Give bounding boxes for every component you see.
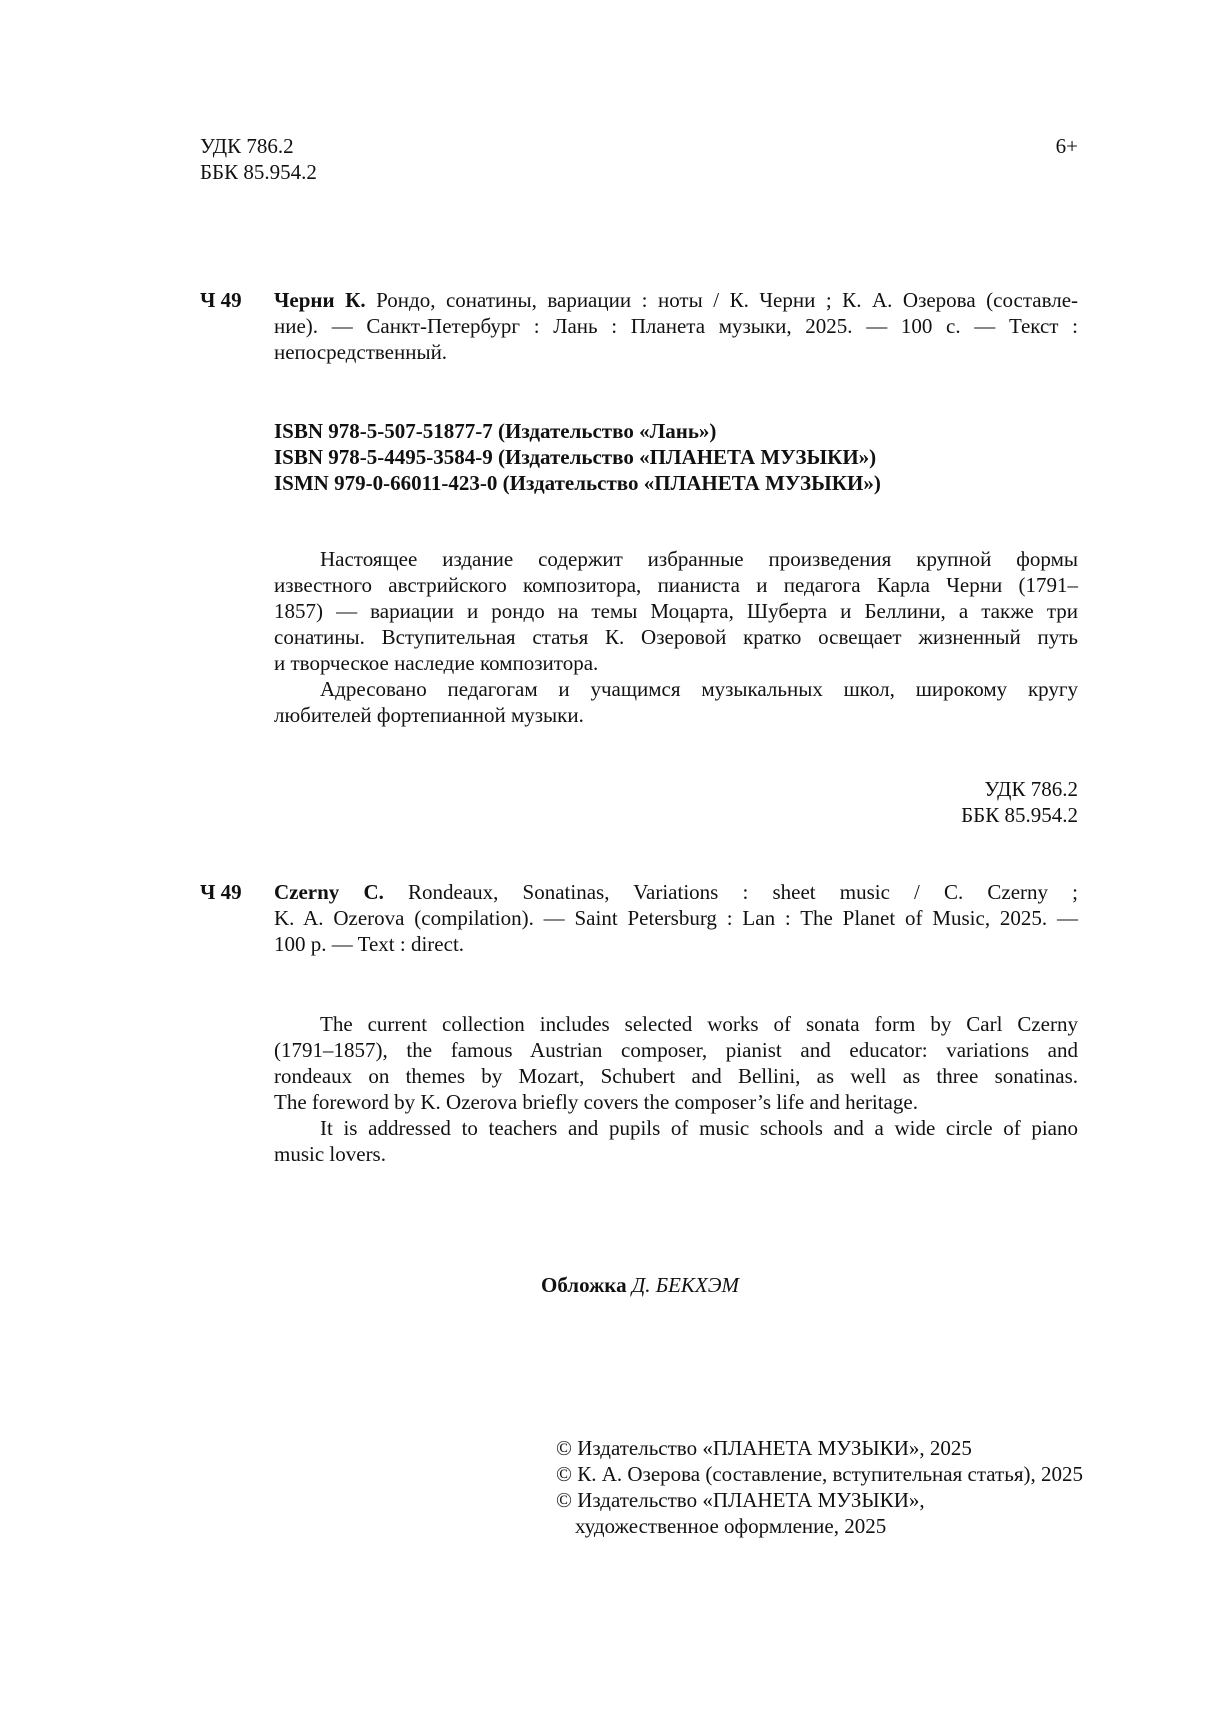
ru-record-line1: Рондо, сонатины, вариации : ноты / К. Черни ; К. А. Озерова (составле- — [376, 288, 1079, 312]
bbk-right: ББК 85.954.2 — [961, 803, 1078, 827]
en-record-code: Ч 49 — [200, 880, 242, 904]
en-record-line3: 100 p. — Text : direct. — [274, 932, 465, 956]
copyright-line: © К. А. Озерова (составление, вступительная статья), 2025 — [556, 1462, 1083, 1486]
en-abstract-line: (1791–1857), the famous Austrian composer, pianist and educator: variations and — [274, 1038, 1078, 1062]
cover-artist: Д. БЕКХЭМ — [631, 1273, 739, 1297]
age-rating: 6+ — [1055, 134, 1078, 158]
copyright-line: художественное оформление, 2025 — [575, 1514, 887, 1538]
cover-credit — [541, 1272, 739, 1298]
ru-record-code: Ч 49 — [200, 288, 242, 312]
copyright-line: © Издательство «ПЛАНЕТА МУЗЫКИ», 2025 — [556, 1436, 972, 1460]
ru-abstract-line: и творческое наследие композитора. — [274, 651, 599, 675]
en-abstract-line: The current collection includes selected works of sonata form by Carl Czerny — [320, 1012, 1078, 1036]
ru-abstract — [274, 546, 1078, 728]
bbk-header: ББК 85.954.2 — [200, 160, 317, 184]
ismn-planeta: ISMN 979-0-66011-423-0 (Издательство «ПЛАНЕТА МУЗЫКИ») — [274, 471, 881, 495]
ru-record — [274, 287, 1078, 365]
isbn-block — [274, 418, 881, 496]
ru-abstract-line: сонатины. Вступительная статья К. Озеровой кратко освещает жизненный путь — [274, 625, 1078, 649]
cover-label: Обложка — [541, 1273, 627, 1297]
copyright-line: © Издательство «ПЛАНЕТА МУЗЫКИ», — [556, 1488, 925, 1512]
copyright-block — [556, 1435, 1083, 1539]
ru-abstract-line: известного австрийского композитора, пианиста и педагога Карла Черни (1791– — [274, 573, 1078, 597]
en-abstract-line: It is addressed to teachers and pupils of music schools and a wide circle of piano — [320, 1116, 1078, 1140]
udk-right: УДК 786.2 — [984, 777, 1078, 801]
en-abstract-line: music lovers. — [274, 1142, 386, 1166]
isbn-lan: ISBN 978-5-507-51877-7 (Издательство «Лань») — [274, 419, 717, 443]
en-record-line1: Rondeaux, Sonatinas, Variations : sheet music / C. Czerny ; — [408, 880, 1078, 904]
en-record-line2: K. A. Ozerova (compilation). — Saint Petersburg : Lan : The Planet of Music, 2025. — — [274, 906, 1078, 930]
ru-abstract-line: Настоящее издание содержит избранные произведения крупной формы — [320, 547, 1078, 571]
ru-abstract-line: Адресовано педагогам и учащимся музыкальных школ, широкому кругу — [320, 677, 1078, 701]
en-abstract — [274, 1011, 1078, 1167]
udk-header: УДК 786.2 — [200, 134, 294, 158]
ru-record-line2: ние). — Санкт-Петербург : Лань : Планета музыки, 2025. — 100 с. — Текст : — [274, 314, 1078, 338]
class-right — [878, 776, 1078, 828]
en-record-author: Czerny C. — [274, 880, 384, 904]
ru-record-author: Черни К. — [274, 288, 366, 312]
en-abstract-line: rondeaux on themes by Mozart, Schubert and Bellini, as well as three sonatinas. — [274, 1064, 1078, 1088]
en-abstract-line: The foreword by K. Ozerova briefly covers the composer’s life and heritage. — [274, 1090, 918, 1114]
ru-abstract-line: 1857) — вариации и рондо на темы Моцарта, Шуберта и Беллини, а также три — [274, 599, 1078, 623]
isbn-planeta: ISBN 978-5-4495-3584-9 (Издательство «ПЛАНЕТА МУЗЫКИ») — [274, 445, 877, 469]
ru-abstract-line: любителей фортепианной музыки. — [274, 703, 584, 727]
en-record — [274, 879, 1078, 957]
ru-record-line3: непосредственный. — [274, 340, 448, 364]
